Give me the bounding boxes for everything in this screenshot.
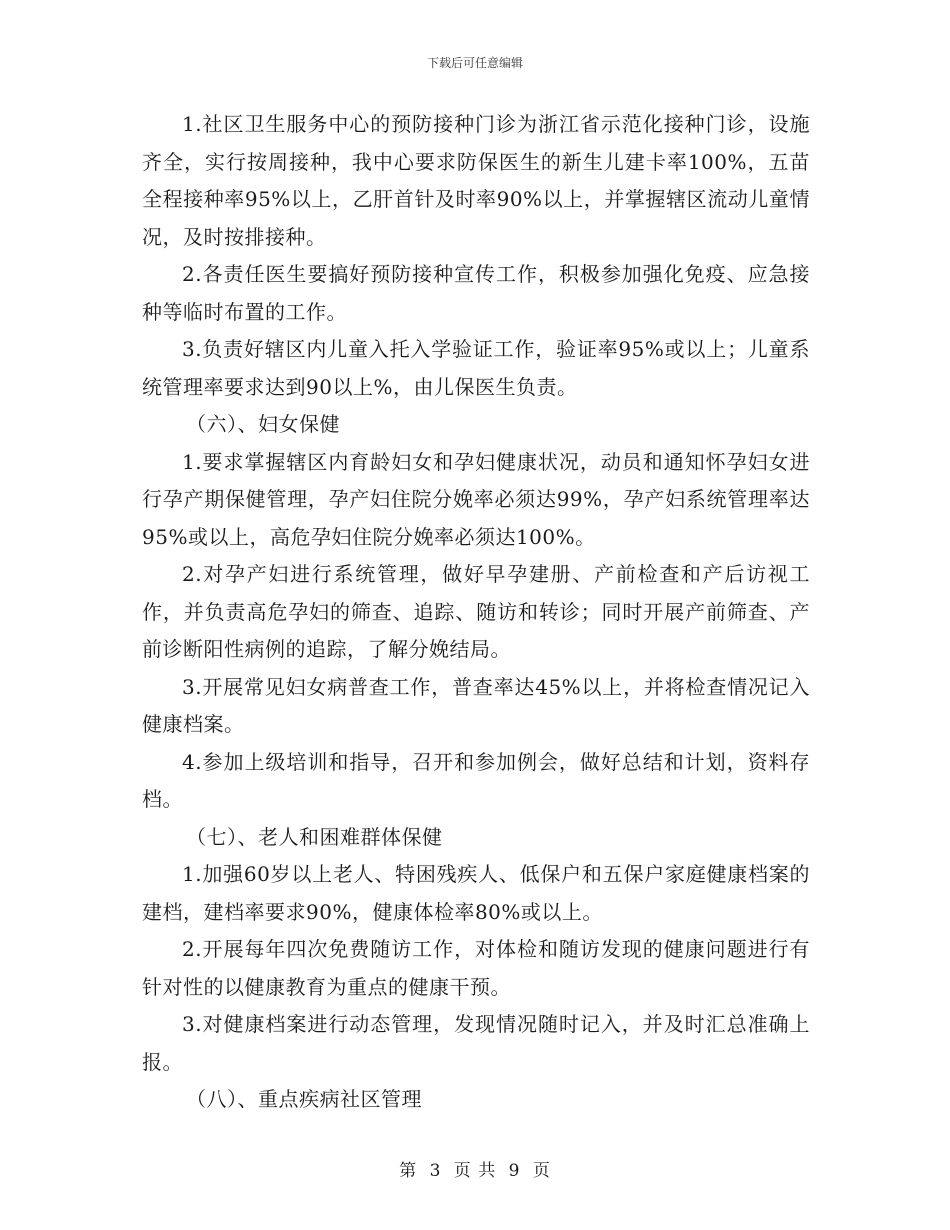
paragraph-womens-health-1: 1.要求掌握辖区内育龄妇女和孕妇健康状况，动员和通知怀孕妇女进行孕产期保健管理，孕产妇住院分娩率必须达99%，孕产妇系统管理率达95%或以上，高危孕妇住院分娩率必须达100%。 [142, 449, 810, 549]
paragraph-immunization-2: 2.各责任医生要搞好预防接种宣传工作，积极参加强化免疫、应急接种等临时布置的工作。 [142, 262, 810, 324]
section-heading-elderly-health: （七）、老人和困难群体保健 [186, 824, 443, 849]
page-footer-suffix: 页 [532, 1161, 551, 1181]
page-footer-middle: 页 共 [453, 1161, 497, 1181]
page-number-current: 3 [429, 1161, 442, 1181]
paragraph-immunization-3: 3.负责好辖区内儿童入托入学验证工作，验证率95%或以上；儿童系统管理率要求达到90以上%，由儿保医生负责。 [142, 337, 810, 399]
paragraph-womens-health-2: 2.对孕产妇进行系统管理，做好早孕建册、产前检查和产后访视工作，并负责高危孕妇的筛查、追踪、随访和转诊；同时开展产前筛查、产前诊断阳性病例的追踪，了解分娩结局。 [142, 562, 810, 661]
section-heading-key-disease: （八）、重点疾病社区管理 [186, 1087, 422, 1111]
paragraph-elderly-health-3: 3.对健康档案进行动态管理，发现情况随时记入，并及时汇总准确上报。 [142, 1012, 810, 1074]
page-footer [0, 1156, 950, 1181]
page-number-total: 9 [508, 1161, 521, 1181]
paragraph-womens-health-3: 3.开展常见妇女病普查工作，普查率达45%以上，并将检查情况记入健康档案。 [142, 674, 810, 736]
document-body [142, 106, 810, 1119]
section-heading-womens-health: （六）、妇女保健 [186, 412, 340, 436]
paragraph-immunization-1: 1.社区卫生服务中心的预防接种门诊为浙江省示范化接种门诊，设施齐全，实行按周接种，我中心要求防保医生的新生儿建卡率100%，五苗全程接种率95%以上，乙肝首针及时率90%以上，并掌握辖区流动儿童情况，及时按排接种。 [142, 112, 810, 249]
paragraph-elderly-health-1: 1.加强60岁以上老人、特困残疾人、低保户和五保户家庭健康档案的建档，建档率要求90%，健康体检率80%或以上。 [142, 862, 810, 924]
paragraph-womens-health-4: 4.参加上级培训和指导，召开和参加例会，做好总结和计划，资料存档。 [142, 749, 810, 811]
page-footer-prefix: 第 [399, 1161, 418, 1181]
paragraph-elderly-health-2: 2.开展每年四次免费随访工作，对体检和随访发现的健康问题进行有针对性的以健康教育为重点的健康干预。 [142, 937, 810, 999]
page-header: 下载后可任意编辑 [426, 56, 523, 70]
